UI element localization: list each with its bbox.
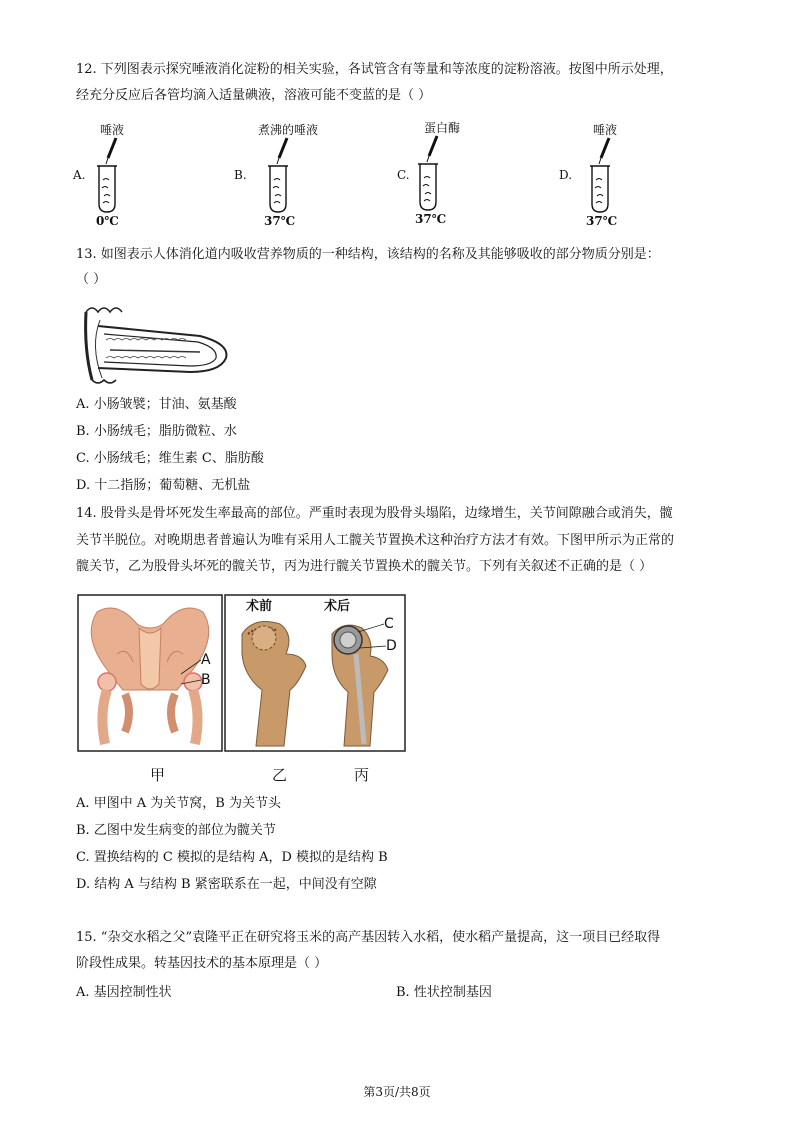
test-tube-icon	[415, 134, 445, 218]
q15-option-a: A. 基因控制性状	[76, 985, 172, 1000]
test-tube-icon	[94, 136, 124, 220]
q14-option-c: C. 置换结构的 C 模拟的是结构 A，D 模拟的是结构 B	[76, 850, 388, 865]
q14-stem-line3: 髋关节，乙为股骨头坏死的髋关节，丙为进行髋关节置换术的髋关节。下列有关叙述不正确的是（ ）	[76, 559, 653, 574]
q13-option-c: C. 小肠绒毛；维生素 C、脂肪酸	[76, 451, 264, 466]
q13-option-d: D. 十二指肠；葡萄糖、无机盐	[76, 478, 251, 493]
label-b: B	[201, 672, 211, 688]
reagent-label: 煮沸的唾液	[258, 123, 319, 137]
test-tube-icon	[265, 136, 295, 220]
q14-stem-line2: 关节半脱位。对晚期患者普遍认为唯有采用人工髋关节置换术这种治疗方法才有效。下图甲所示为正常的	[76, 533, 675, 548]
caption-yi: 乙	[272, 766, 288, 784]
caption-bing: 丙	[354, 766, 370, 784]
q13-stem-line2: （ ）	[76, 272, 107, 287]
q14-option-b: B. 乙图中发生病变的部位为髋关节	[76, 823, 276, 838]
q15-option-b: B. 性状控制基因	[396, 985, 492, 1000]
label-before: 术前	[246, 599, 273, 614]
test-tube-icon	[587, 136, 617, 220]
q13-option-b: B. 小肠绒毛；脂肪微粒、水	[76, 424, 237, 439]
q14-option-a: A. 甲图中 A 为关节窝，B 为关节头	[76, 796, 281, 811]
temperature-label: 0℃	[96, 214, 119, 228]
option-letter: D.	[559, 168, 573, 182]
label-a: A	[201, 652, 211, 668]
label-after: 术后	[324, 599, 351, 614]
q15-stem-line1: 15. “杂交水稻之父”袁隆平正在研究将玉米的高产基因转入水稻，使水稻产量提高，这一项目已经取得	[76, 930, 661, 945]
label-c: C	[384, 616, 394, 632]
figure-hip-before-after-surgery	[224, 594, 406, 752]
label-d: D	[386, 638, 397, 654]
q12-stem-line1: 12. 下列图表示探究唾液消化淀粉的相关实验，各试管含有等量和等浓度的淀粉溶液。按图中所示处理，	[76, 62, 673, 77]
q15-stem-line2: 阶段性成果。转基因技术的基本原理是（ ）	[76, 956, 328, 971]
q14-option-d: D. 结构 A 与结构 B 紧密联系在一起，中间没有空隙	[76, 877, 377, 892]
option-letter: C.	[397, 168, 410, 182]
q13-option-a: A. 小肠皱襞；甘油、氨基酸	[76, 397, 237, 412]
option-letter: B.	[234, 168, 247, 182]
option-letter: A.	[73, 168, 86, 182]
figure-normal-hip-joint	[77, 594, 223, 752]
temperature-label: 37℃	[264, 214, 296, 228]
caption-jia: 甲	[150, 766, 166, 784]
reagent-label: 蛋白酶	[424, 121, 461, 135]
page-footer: 第3页/共8页	[363, 1085, 431, 1099]
temperature-label: 37℃	[415, 212, 447, 226]
reagent-label: 唾液	[593, 123, 618, 137]
intestinal-villus-diagram	[80, 300, 240, 390]
q12-stem-line2: 经充分反应后各管均滴入适量碘液，溶液可能不变蓝的是（ ）	[76, 88, 432, 103]
reagent-label: 唾液	[100, 123, 125, 137]
q14-stem-line1: 14. 股骨头是骨坏死发生率最高的部位。严重时表现为股骨头塌陷，边缘增生，关节间隙融合或消失，髋	[76, 506, 673, 521]
temperature-label: 37℃	[586, 214, 618, 228]
q13-stem-line1: 13. 如图表示人体消化道内吸收营养物质的一种结构，该结构的名称及其能够吸收的部分物质分别是：	[76, 247, 660, 262]
